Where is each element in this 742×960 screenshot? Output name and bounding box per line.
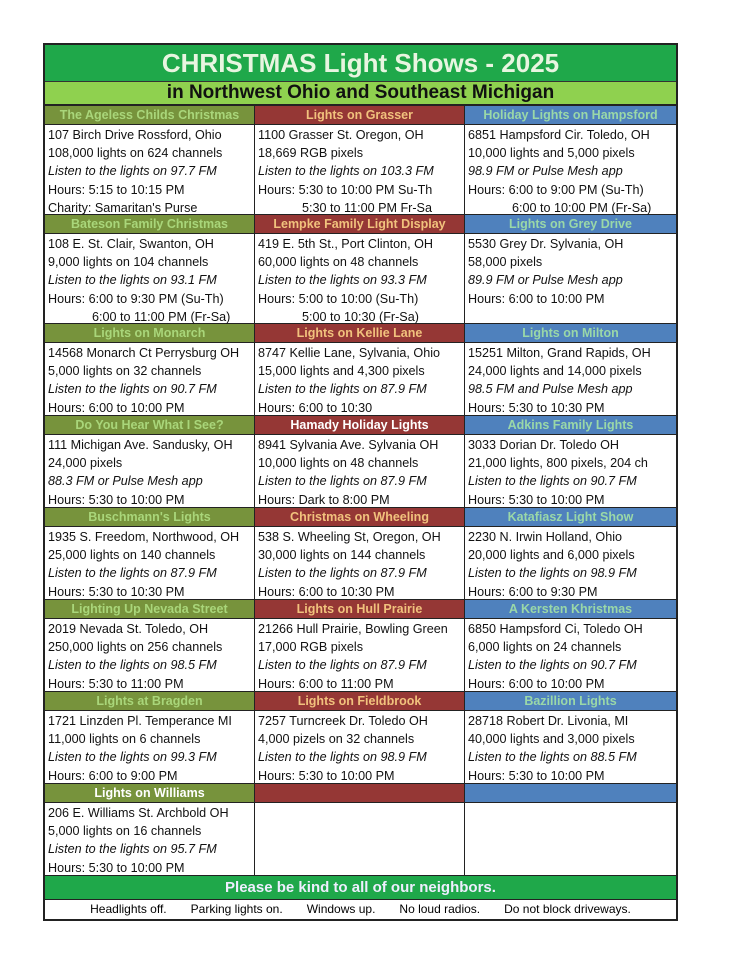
show-detail-line: 6:00 to 11:00 PM (Fr-Sa) <box>92 309 231 324</box>
show-detail-line: 8941 Sylvania Ave. Sylvania OH <box>258 438 439 452</box>
show-detail-line: 1100 Grasser St. Oregon, OH <box>258 128 424 142</box>
show-card <box>465 324 676 416</box>
show-detail-line: Listen to the lights on 97.7 FM <box>48 164 217 179</box>
show-detail-line: 18,669 RGB pixels <box>258 146 364 161</box>
show-name: Bazillion Lights <box>465 692 676 711</box>
show-card <box>255 324 465 416</box>
show-details <box>255 527 464 601</box>
show-detail-line: Hours: 5:15 to 10:15 PM <box>48 182 185 197</box>
show-card <box>45 416 255 508</box>
show-detail-line: 58,000 pixels <box>468 255 543 270</box>
show-detail-line: Hours: 5:30 to 10:00 PM <box>48 860 185 875</box>
page-subtitle: in Northwest Ohio and Southeast Michigan <box>45 82 676 106</box>
show-detail-line: Listen to the lights on 88.5 FM <box>468 750 637 765</box>
show-detail-line: Hours: 6:00 to 10:30 <box>258 400 373 415</box>
show-details <box>45 527 254 601</box>
show-card <box>45 106 255 215</box>
show-detail-line: Listen to the lights on 103.3 FM <box>258 164 434 179</box>
flyer <box>43 43 678 921</box>
show-detail-line: 6,000 lights on 24 channels <box>468 640 622 655</box>
show-name: Bateson Family Christmas <box>45 215 254 234</box>
show-name: Lights at Bragden <box>45 692 254 711</box>
footer-rules <box>45 899 676 919</box>
show-detail-line: 2230 N. Irwin Holland, Ohio <box>468 530 623 544</box>
show-detail-line: 1721 Linzden Pl. Temperance MI <box>48 714 232 728</box>
footer-rule: Headlights off. <box>90 902 167 916</box>
show-details <box>255 711 464 785</box>
show-name: Katafiasz Light Show <box>465 508 676 527</box>
show-detail-line: Listen to the lights on 99.3 FM <box>48 750 217 765</box>
show-name: Hamady Holiday Lights <box>255 416 464 435</box>
show-card <box>255 106 465 215</box>
show-detail-line: Hours: 5:30 to 10:00 PM <box>468 492 605 507</box>
show-name <box>255 784 464 803</box>
show-name: Lights on Hull Prairie <box>255 600 464 619</box>
show-details <box>465 125 676 217</box>
footer-rule: No loud radios. <box>399 902 481 916</box>
show-name: A Kersten Khristmas <box>465 600 676 619</box>
show-details <box>45 803 254 877</box>
show-detail-line: 1935 S. Freedom, Northwood, OH <box>48 530 240 544</box>
show-detail-line: Hours: 5:30 to 10:00 PM <box>258 768 395 783</box>
show-card <box>45 215 255 324</box>
show-detail-line: 8747 Kellie Lane, Sylvania, Ohio <box>258 346 441 360</box>
show-detail-line: 250,000 lights on 256 channels <box>48 640 223 655</box>
show-details <box>45 619 254 693</box>
show-name: Lempke Family Light Display <box>255 215 464 234</box>
show-detail-line: 6:00 to 10:00 PM (Fr-Sa) <box>512 200 652 215</box>
show-details <box>45 234 254 326</box>
show-details <box>465 527 676 601</box>
show-detail-line: Listen to the lights on 87.9 FM <box>258 566 427 581</box>
show-detail-line: 5:30 to 11:00 PM Fr-Sa <box>302 200 432 215</box>
show-detail-line: Hours: 5:30 to 10:00 PM <box>468 768 605 783</box>
show-detail-line: Hours: 6:00 to 9:30 PM <box>468 584 598 599</box>
show-detail-line: Hours: 5:30 to 10:00 PM Su-Th <box>258 182 433 197</box>
show-name: Adkins Family Lights <box>465 416 676 435</box>
show-detail-line: 25,000 lights on 140 channels <box>48 548 216 563</box>
show-card <box>465 692 676 784</box>
show-detail-line: Hours: 5:00 to 10:00 (Su-Th) <box>258 291 419 306</box>
footer-rule: Windows up. <box>306 902 376 916</box>
show-detail-line: Hours: 5:30 to 10:00 PM <box>48 492 185 507</box>
show-name <box>465 784 676 803</box>
show-card <box>255 215 465 324</box>
show-details <box>45 435 254 509</box>
show-detail-line: Listen to the lights on 93.1 FM <box>48 273 217 288</box>
shows-grid <box>45 106 676 875</box>
show-details <box>465 234 676 308</box>
show-details <box>255 619 464 693</box>
show-detail-line: 9,000 lights on 104 channels <box>48 255 209 270</box>
show-name: Lights on Grey Drive <box>465 215 676 234</box>
show-name: Lights on Kellie Lane <box>255 324 464 343</box>
show-detail-line: 88.3 FM or Pulse Mesh app <box>48 474 203 489</box>
show-card <box>255 784 465 875</box>
show-detail-line: 21266 Hull Prairie, Bowling Green <box>258 622 448 636</box>
show-detail-line: Listen to the lights on 95.7 FM <box>48 842 217 857</box>
show-detail-line: 40,000 lights and 3,000 pixels <box>468 732 635 747</box>
show-detail-line: Hours: 5:30 to 10:30 PM <box>48 584 185 599</box>
show-detail-line: Listen to the lights on 98.9 FM <box>468 566 637 581</box>
show-detail-line: 15,000 lights and 4,300 pixels <box>258 364 425 379</box>
show-detail-line: 3033 Dorian Dr. Toledo OH <box>468 438 619 452</box>
show-details <box>255 803 464 804</box>
show-detail-line: 6851 Hampsford Cir. Toledo, OH <box>468 128 650 142</box>
show-detail-line: 108,000 lights on 624 channels <box>48 146 223 161</box>
show-detail-line: Hours: Dark to 8:00 PM <box>258 492 390 507</box>
show-detail-line: 2019 Nevada St. Toledo, OH <box>48 622 209 636</box>
show-detail-line: Listen to the lights on 90.7 FM <box>48 382 217 397</box>
show-name: Lights on Milton <box>465 324 676 343</box>
show-detail-line: 5,000 lights on 32 channels <box>48 364 202 379</box>
show-card <box>465 106 676 215</box>
show-detail-line: 419 E. 5th St., Port Clinton, OH <box>258 237 433 251</box>
show-name: Lights on Monarch <box>45 324 254 343</box>
show-details <box>45 125 254 217</box>
show-card <box>45 784 255 875</box>
show-card <box>465 600 676 692</box>
show-details <box>465 343 676 417</box>
show-details <box>45 711 254 785</box>
show-detail-line: 24,000 pixels <box>48 456 123 471</box>
show-name: Lights on Grasser <box>255 106 464 125</box>
show-detail-line: 28718 Robert Dr. Livonia, MI <box>468 714 629 728</box>
show-detail-line: Hours: 5:30 to 11:00 PM <box>48 676 184 691</box>
show-detail-line: 30,000 lights on 144 channels <box>258 548 426 563</box>
show-detail-line: Listen to the lights on 98.5 FM <box>48 658 217 673</box>
show-name: Do You Hear What I See? <box>45 416 254 435</box>
show-details <box>255 435 464 509</box>
show-detail-line: 89.9 FM or Pulse Mesh app <box>468 273 623 288</box>
show-detail-line: Hours: 5:30 to 10:30 PM <box>468 400 605 415</box>
show-detail-line: Hours: 6:00 to 10:00 PM <box>468 676 605 691</box>
show-detail-line: 10,000 lights and 5,000 pixels <box>468 146 635 161</box>
show-detail-line: 10,000 lights on 48 channels <box>258 456 419 471</box>
show-detail-line: 5:00 to 10:30 (Fr-Sa) <box>302 309 419 324</box>
show-details <box>465 711 676 785</box>
show-detail-line: 17,000 RGB pixels <box>258 640 364 655</box>
show-name: Christmas on Wheeling <box>255 508 464 527</box>
show-card <box>465 784 676 875</box>
show-detail-line: Hours: 6:00 to 10:00 PM <box>468 291 605 306</box>
show-details <box>255 234 464 326</box>
show-detail-line: 21,000 lights, 800 pixels, 204 ch <box>468 456 648 471</box>
show-card <box>45 324 255 416</box>
show-card <box>255 416 465 508</box>
show-detail-line: 7257 Turncreek Dr. Toledo OH <box>258 714 428 728</box>
show-detail-line: 15251 Milton, Grand Rapids, OH <box>468 346 651 360</box>
show-detail-line: 11,000 lights on 6 channels <box>48 732 201 747</box>
footer-rule: Parking lights on. <box>190 902 283 916</box>
show-detail-line: Hours: 6:00 to 9:00 PM (Su-Th) <box>468 182 644 197</box>
show-detail-line: 538 S. Wheeling St, Oregon, OH <box>258 530 441 544</box>
show-detail-line: 111 Michigan Ave. Sandusky, OH <box>48 438 233 452</box>
show-name: Buschmann's Lights <box>45 508 254 527</box>
show-detail-line: 24,000 lights and 14,000 pixels <box>468 364 642 379</box>
show-detail-line: 14568 Monarch Ct Perrysburg OH <box>48 346 240 360</box>
show-detail-line: Hours: 6:00 to 9:00 PM <box>48 768 178 783</box>
show-detail-line: Hours: 6:00 to 9:30 PM (Su-Th) <box>48 291 224 306</box>
show-detail-line: 108 E. St. Clair, Swanton, OH <box>48 237 214 251</box>
show-name: Lighting Up Nevada Street <box>45 600 254 619</box>
page-title: CHRISTMAS Light Shows - 2025 <box>45 45 676 82</box>
show-detail-line: Listen to the lights on 90.7 FM <box>468 658 637 673</box>
footer-message: Please be kind to all of our neighbors. <box>45 875 676 899</box>
show-detail-line: Listen to the lights on 93.3 FM <box>258 273 427 288</box>
show-detail-line: 60,000 lights on 48 channels <box>258 255 419 270</box>
show-detail-line: Hours: 6:00 to 10:30 PM <box>258 584 395 599</box>
show-detail-line: Listen to the lights on 90.7 FM <box>468 474 637 489</box>
show-detail-line: Listen to the lights on 98.9 FM <box>258 750 427 765</box>
show-details <box>255 343 464 417</box>
show-name: Lights on Fieldbrook <box>255 692 464 711</box>
show-card <box>465 508 676 600</box>
show-name: Holiday Lights on Hampsford <box>465 106 676 125</box>
show-detail-line: Listen to the lights on 87.9 FM <box>48 566 217 581</box>
show-detail-line: 20,000 lights and 6,000 pixels <box>468 548 635 563</box>
show-details <box>465 619 676 693</box>
show-card <box>255 508 465 600</box>
show-name: Lights on Williams <box>45 784 254 803</box>
show-detail-line: Listen to the lights on 87.9 FM <box>258 382 427 397</box>
show-detail-line: 4,000 pizels on 32 channels <box>258 732 415 747</box>
show-detail-line: Hours: 6:00 to 10:00 PM <box>48 400 185 415</box>
show-card <box>465 416 676 508</box>
show-detail-line: 5,000 lights on 16 channels <box>48 824 202 839</box>
show-details <box>465 803 676 804</box>
show-card <box>45 692 255 784</box>
show-name: The Ageless Childs Christmas <box>45 106 254 125</box>
show-card <box>255 692 465 784</box>
show-detail-line: Listen to the lights on 87.9 FM <box>258 658 427 673</box>
show-card <box>465 215 676 324</box>
show-detail-line: 98.5 FM and Pulse Mesh app <box>468 382 633 397</box>
show-card <box>45 600 255 692</box>
show-detail-line: 5530 Grey Dr. Sylvania, OH <box>468 237 624 251</box>
show-details <box>255 125 464 217</box>
show-card <box>255 600 465 692</box>
show-detail-line: 206 E. Williams St. Archbold OH <box>48 806 229 820</box>
show-detail-line: 98.9 FM or Pulse Mesh app <box>468 164 623 179</box>
show-card <box>45 508 255 600</box>
show-detail-line: 6850 Hampsford Ci, Toledo OH <box>468 622 643 636</box>
show-detail-line: Hours: 6:00 to 11:00 PM <box>258 676 394 691</box>
show-details <box>465 435 676 509</box>
footer-rule: Do not block driveways. <box>504 902 631 916</box>
show-detail-line: Listen to the lights on 87.9 FM <box>258 474 427 489</box>
show-detail-line: Charity: Samaritan's Purse <box>48 200 198 215</box>
show-detail-line: 107 Birch Drive Rossford, Ohio <box>48 128 222 142</box>
show-details <box>45 343 254 417</box>
